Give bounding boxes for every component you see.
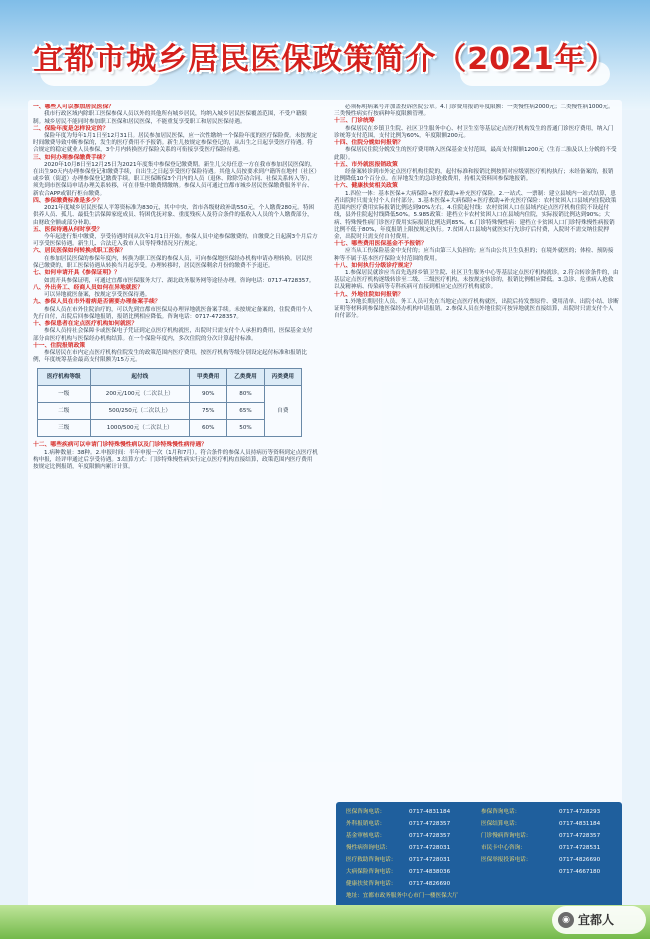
fee-table-cell: 1000/500元（二次以上） bbox=[90, 420, 189, 437]
fee-table-cell: 60% bbox=[190, 420, 227, 437]
watermark-badge bbox=[552, 906, 646, 934]
contact-panel bbox=[336, 802, 622, 914]
policy-section bbox=[33, 321, 318, 343]
policy-section bbox=[33, 299, 318, 321]
policy-section bbox=[33, 198, 318, 227]
contact-row bbox=[346, 844, 616, 853]
section-body: 参保居民住院分娩发生的医疗费用纳入医保基金支付范围，最高支付限额1200元（生育二胎及以上分娩的不受此限）。 bbox=[334, 147, 617, 161]
contact-phone: 0717-4728031 bbox=[409, 857, 451, 863]
section-heading: 十七、哪些费用医保基金不予报销？ bbox=[334, 240, 427, 247]
policy-section bbox=[33, 270, 318, 285]
contact-row bbox=[346, 820, 616, 829]
section-body: 2020年10月8日至12月25日为2021年度集中参保登记缴费期。新生儿父母任意一方在我市参加居民医保的，在出生90天内办理参保登记和缴费手续，自出生之日起享受医疗保险待遇。其他人员按要求到户籍所在地村（社区）或乡镇（街道）办理参保登记缴费手续。职工医保断保3个月内的人员（退休、除除劳动合同、社保关系转入等），须先到市医保局申请办理关系转移，可在非集中缴费期缴纳。参保人员可通过宜都市城乡居民医保缴费服务平台、新农合APP或银行柜台缴费。 bbox=[33, 162, 318, 197]
contact-label: 外科报销电话： bbox=[346, 821, 386, 827]
contact-phone: 0717-4728357 bbox=[409, 821, 451, 827]
section-heading: 六、居民医保如何转换成职工医保？ bbox=[33, 248, 126, 255]
section-body: 在参加居民医保的参保年度内，转换为职工医保的参保人员，可向参保地医保经办机构申请办理转换。居民医保已缴费的，职工医保待遇从转换当月起享受。办理转移时，居民医保剩余月份的缴费不予退还。 bbox=[33, 255, 313, 269]
fee-table-row bbox=[38, 403, 302, 420]
section-heading: 九、参保人员在市外看病是否需要办理备案手续？ bbox=[33, 299, 161, 306]
left-column bbox=[33, 104, 318, 910]
watermark-text: 宜都人 bbox=[578, 913, 615, 927]
policy-section bbox=[334, 118, 619, 140]
section-body: 可以异地就医备案，按规定享受医保待遇。 bbox=[44, 292, 151, 299]
section-heading: 十六、健康扶贫相关政策 bbox=[334, 183, 398, 190]
fee-table-cell: 90% bbox=[190, 386, 227, 403]
section-body: 保险年度为每年1月1日至12月31日。居民参加居民医保，应一次性缴纳一个保险年度的医疗保险费。未按规定时间缴费导致中断参保的，发生的医疗费用不予报销。新生儿按规定参保登记的，从出生之日起享受医疗待遇。符合规定的稳定就业人员参保，3个月内转换医疗保险关系的可衔接享受医疗保险待遇。 bbox=[33, 133, 318, 154]
section-body: 如需开具参保证明，可通过宜都市医保服务大厅、湖北政务服务网等途径办理。咨询电话：0717-4728357。 bbox=[44, 277, 315, 284]
fee-table-cell: 50% bbox=[227, 420, 264, 437]
fee-table-cell: 二级 bbox=[38, 403, 91, 420]
section-body: 1.四位一体：基本医保+大病保险+医疗救助+补充医疗保险。2.一站式、一票制：建立县域内一站式结算，患者出院时只需支付个人自付部分。3.基本医保+大病保险+医疗救助+补充医疗保险：农村贫困人口县域内住院政策范围内医疗费用实际报销比例达到90%左右。4.住院起付线：农村贫困人口在县域内定点医疗机构住院不设起付线，县外住院起付线降低50%。5.985政策：建档立卡农村贫困人口在县域内住院，实际报销比例达到90%；大病、特殊慢性病门诊医疗费用实际报销比例达到85%。6.门诊特殊慢性病：建档立卡贫困人口门诊特殊慢性病报销比例不低于80%，年度报销上限按规定执行。7.贫困人口县域内就医实行先诊疗后付费，入院时不需交纳住院押金，出院时只需支付自付费用。 bbox=[334, 190, 617, 240]
section-body: 参保人员持社会保障卡或医保电子凭证到定点医疗机构就医，出院时只需支付个人承担的费用，医保基金支付部分由医疗机构与医保经办机构结算。在一个保险年度内，多次住院的分次计算起付标准。 bbox=[33, 328, 313, 342]
policy-section bbox=[33, 248, 318, 270]
fee-table-header-row bbox=[38, 369, 302, 386]
policy-section bbox=[33, 104, 318, 126]
policy-section bbox=[334, 140, 619, 162]
policy-section bbox=[33, 126, 318, 155]
contact-row bbox=[346, 808, 616, 817]
section-body: 1.病种数量：38种。2.申报时间：半年申报一次（1月和7月）。符合条件的参保人员持病历等资料到定点医疗机构申报，经评审通过后享受待遇。3.结算方式：门诊特殊慢性病实行定点医疗机构直接结算，政策范围内医疗费用按规定比例报销，年度限额内累计计算。 bbox=[33, 449, 318, 471]
section-heading: 四、参保缴费标准是多少？ bbox=[33, 197, 103, 204]
section-heading: 十九、外地住院如何报销？ bbox=[334, 291, 404, 298]
contact-phone: 0717-4831184 bbox=[409, 809, 451, 815]
policy-section bbox=[33, 343, 318, 365]
contact-label: 大病保险咨询电话： bbox=[346, 869, 397, 875]
fee-table-cell: 一级 bbox=[38, 386, 91, 403]
policy-section bbox=[334, 263, 619, 292]
section-body: 今年起进行集中缴费，享受待遇时间从次年1月1日开始。参保人员中途参保缴费的，自缴费之日起满3个月后方可享受医保待遇。新生儿、合法迁入我市人员等特殊情况另行规定。 bbox=[33, 234, 318, 248]
section-body: 参保人员在市外住院治疗的，可以先到宜都市医保局办理异地就医备案手续。未按规定备案的，住院费用个人先行自付，出院后回参保地报销，报销比例相应降低。咨询电话：0717-4728357。 bbox=[33, 306, 313, 320]
contact-phone: 0717-4838036 bbox=[409, 869, 451, 875]
fee-table-cell: 200元/100元（二次以上） bbox=[90, 386, 189, 403]
section-heading: 十一、住院报销政策 bbox=[33, 342, 86, 349]
section-body: 必须标明病案号并加盖投诉医院公章。4.门诊费用报销年度限额：一类慢性病2000元；二类慢性病1000元。三类慢性病实行按病种年度限额管理。 bbox=[334, 104, 614, 118]
section-body: 应当从工伤保险基金中支付的；应当由第三人负担的；应当由公共卫生负担的；在境外就医的；体检、预防接种等不属于基本医疗保险支付范围的费用。 bbox=[334, 248, 614, 262]
fee-table-row bbox=[38, 420, 302, 437]
section-body: 参保居民在乡镇卫生院、社区卫生服务中心、村卫生室等基层定点医疗机构发生的普通门诊医疗费用，纳入门诊统筹支付范围，支付比例为60%，年度限额200元。 bbox=[334, 125, 614, 139]
contact-row bbox=[346, 880, 616, 889]
fee-table bbox=[37, 368, 302, 437]
section-heading: 十、参保患者在定点医疗机构如何就医？ bbox=[33, 320, 138, 327]
fee-table-row bbox=[38, 386, 302, 403]
fee-table-header: 乙类费用 bbox=[227, 369, 264, 386]
section-heading: 十二、哪些疾病可以申请门诊特殊慢性病以及门诊特殊慢性病待遇？ bbox=[33, 442, 207, 449]
fee-table-cell: 65% bbox=[227, 403, 264, 420]
contact-phone: 0717-4826690 bbox=[559, 857, 601, 863]
fee-table-cell: 80% bbox=[227, 386, 264, 403]
contact-label: 健康扶贫咨询电话： bbox=[346, 881, 397, 887]
contact-label: 医疗救助咨询电话： bbox=[346, 857, 397, 863]
contact-row bbox=[346, 856, 616, 865]
contact-label: 医保咨询电话： bbox=[346, 809, 386, 815]
section-body: 1.参保居民就诊应当首先选择乡镇卫生院、社区卫生服务中心等基层定点医疗机构就诊。2.符合转诊条件的，由基层定点医疗机构逐级转诊至二级、三级医疗机构，未按规定转诊的，报销比例相应降低。3.急诊、危重病人抢救以及精神病、传染病等专科疾病可直接到相应定点医疗机构就诊。 bbox=[334, 270, 619, 291]
policy-section bbox=[33, 285, 318, 300]
contact-phone: 0717-4667180 bbox=[559, 869, 601, 875]
policy-section bbox=[334, 241, 619, 263]
contact-row bbox=[346, 832, 616, 841]
contact-phone: 0717-4831184 bbox=[559, 821, 601, 827]
section-heading: 八、外出务工、经商人员如何在异地就医？ bbox=[33, 284, 144, 291]
section-heading: 五、医保待遇从何时享受？ bbox=[33, 226, 103, 233]
section-heading: 一、哪些人可以参加居民医保？ bbox=[33, 104, 115, 110]
contact-label: 医保结算电话： bbox=[481, 821, 521, 827]
policy-section bbox=[33, 155, 318, 198]
contact-phone: 0717-4826690 bbox=[409, 881, 451, 887]
policy-section bbox=[334, 292, 619, 321]
contact-phone: 0717-4728357 bbox=[559, 833, 601, 839]
contact-phone: 0717-4728531 bbox=[559, 845, 601, 851]
contact-phone: 0717-4728357 bbox=[409, 833, 451, 839]
contact-label: 基金审核电话： bbox=[346, 833, 386, 839]
section-body: 1.外地长期居住人员、务工人员可先在当地定点医疗机构就医，出院后持发票原件、费用清单、出院小结、诊断证明等材料到参保地医保经办机构申请报销。2.参保人员在外地住院可按异地就医直接结算，出院时只需支付个人自付部分。 bbox=[334, 298, 619, 320]
policy-section bbox=[33, 227, 318, 249]
contact-phone: 0717-4728031 bbox=[409, 845, 451, 851]
policy-section bbox=[334, 162, 619, 184]
contact-label: 参保咨询电话： bbox=[481, 809, 521, 815]
right-column bbox=[334, 104, 619, 798]
contact-label: 医保举报投诉电话： bbox=[481, 857, 532, 863]
policy-section bbox=[33, 442, 318, 471]
contact-label: 市民卡中心咨询： bbox=[481, 845, 526, 851]
fee-table-cell: 75% bbox=[190, 403, 227, 420]
section-body: 我市行政区域内除职工医保参保人员以外的其他所有城乡居民，均纳入城乡居民医保覆盖范围，不受户籍限制。城乡居民不能同时参加职工医保和居民医保，不能重复享受职工和居民医保待遇。 bbox=[33, 111, 307, 125]
section-heading: 三、如何办理参保缴费手续？ bbox=[33, 154, 109, 161]
section-body: 经备案转诊到市外定点医疗机构住院的，起付标准和报销比例按照对应级别医疗机构执行；未经备案的，报销比例降低10个百分点。在异地发生的急诊抢救费用，持相关资料回参保地报销。 bbox=[334, 169, 614, 183]
section-heading: 十八、如何执行分级诊疗规定？ bbox=[334, 262, 416, 269]
page-title: 宜都市城乡居民医保政策简介（2021年） bbox=[33, 42, 617, 77]
fee-table-header: 甲类费用 bbox=[190, 369, 227, 386]
section-body: 参保居民在市内定点医疗机构住院发生的政策范围内医疗费用，按医疗机构等级分别设定起付标准和报销比例，年度统筹基金最高支付限额为15万元。 bbox=[33, 350, 307, 364]
section-heading: 七、如何申请开具《参保证明》？ bbox=[33, 270, 120, 277]
fee-table-header: 丙类费用 bbox=[264, 369, 301, 386]
fee-table-header: 起付线 bbox=[90, 369, 189, 386]
contact-label: 门诊慢病咨询电话： bbox=[481, 833, 532, 839]
section-heading: 十五、市外就医报销政策 bbox=[334, 161, 398, 168]
wechat-account-icon: ◉ bbox=[558, 912, 574, 928]
section-heading: 二、保险年度是怎样设定的？ bbox=[33, 125, 109, 132]
contact-row bbox=[346, 868, 616, 877]
section-heading: 十三、门诊统筹 bbox=[334, 118, 375, 125]
fee-table-cell: 自费 bbox=[264, 386, 301, 437]
office-address: 地址：宜都市政务服务中心市门一楼医保大厅 bbox=[346, 893, 458, 899]
contact-label: 慢性病咨询电话： bbox=[346, 845, 391, 851]
contact-phone: 0717-4728293 bbox=[559, 809, 601, 815]
policy-section bbox=[334, 104, 619, 118]
fee-table-header: 医疗机构等级 bbox=[38, 369, 91, 386]
section-heading: 十四、住院分娩如何报销？ bbox=[334, 140, 404, 147]
section-body: 2021年度城乡居民医保人平筹资标准为830元，其中中央、省市各级财政补助550元，个人缴费280元。特困供养人员、孤儿、最低生活保障家庭成员、特困优抚对象、重度残疾人及符合条件的低收入人员的个人缴费部分，由财政全额或部分补助。 bbox=[33, 205, 315, 226]
fee-table-cell: 500/250元（二次以上） bbox=[90, 403, 189, 420]
fee-table-cell: 三级 bbox=[38, 420, 91, 437]
policy-section bbox=[334, 183, 619, 241]
